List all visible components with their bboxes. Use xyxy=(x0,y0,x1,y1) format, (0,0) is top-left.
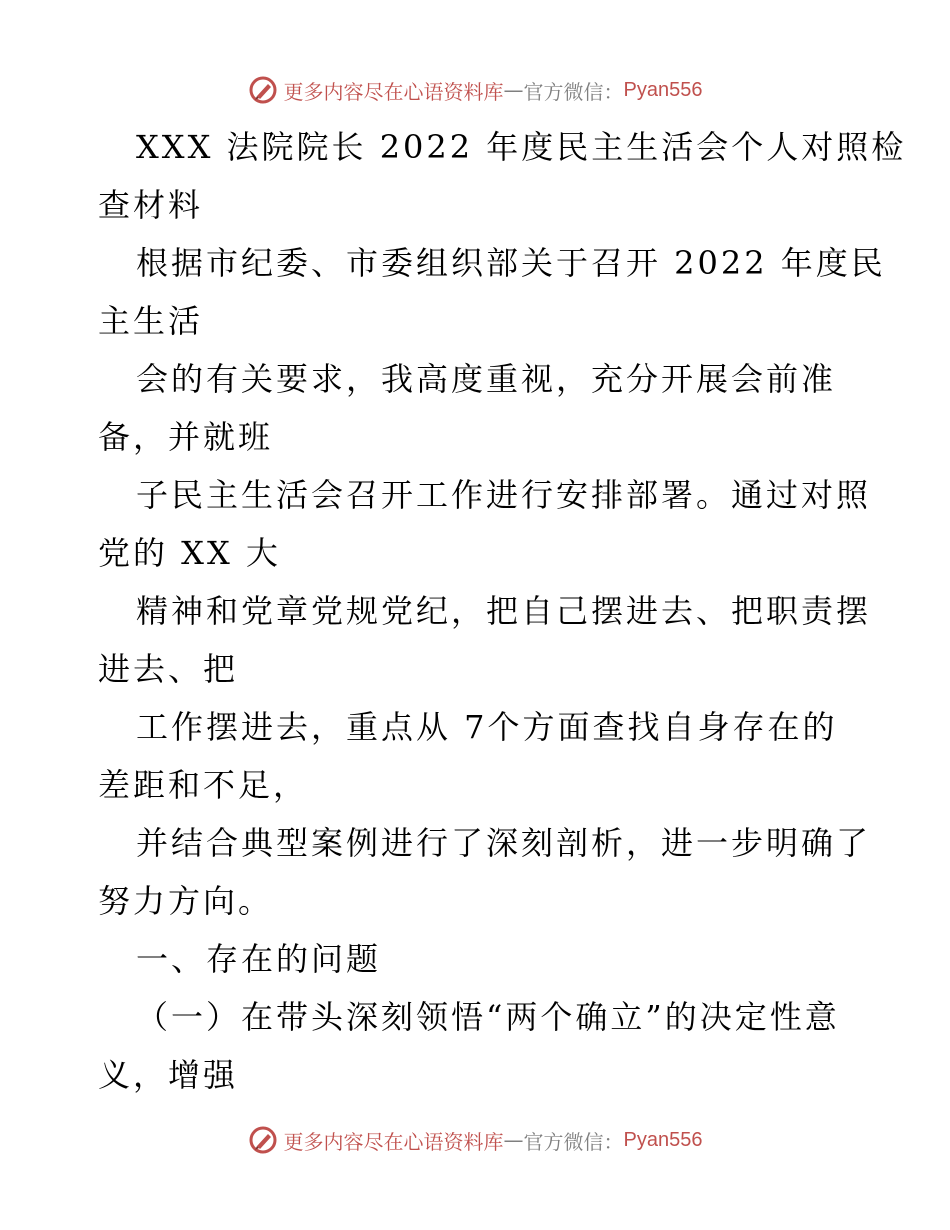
document-line: 会的有关要求，我高度重视，充分开展会前准 xyxy=(136,360,837,398)
document-line: 并结合典型案例进行了深刻剖析，进一步明确了 xyxy=(136,824,872,862)
watermark-dash: — xyxy=(503,1128,524,1152)
document-line: 义，增强 xyxy=(98,1056,239,1094)
footer-watermark xyxy=(0,1120,950,1160)
document-line: 备，并就班 xyxy=(98,418,274,456)
watermark-wechat-label: 官方微信： xyxy=(523,1129,624,1154)
document-line: 主生活 xyxy=(98,302,204,340)
document-line: 查材料 xyxy=(98,186,204,224)
watermark-wechat-label: 官方微信： xyxy=(523,79,624,104)
document-line: 一、存在的问题 xyxy=(136,940,382,978)
watermark-brand: 更多内容尽在心语资料库 xyxy=(283,79,504,104)
document-body xyxy=(98,118,907,1104)
document-line: 差距和不足， xyxy=(98,766,309,804)
watermark-brand: 更多内容尽在心语资料库 xyxy=(283,1129,504,1154)
header-watermark xyxy=(0,70,950,110)
document-line: 工作摆进去，重点从 7个方面查找自身存在的 xyxy=(136,708,838,746)
watermark-wechat-id: Pyan556 xyxy=(623,78,703,101)
watermark-wechat-id: Pyan556 xyxy=(623,1128,703,1151)
document-line: XXX 法院院长 2022 年度民主生活会个人对照检 xyxy=(136,128,907,166)
document-line: 根据市纪委、市委组织部关于召开 2022 年度民 xyxy=(136,244,886,282)
watermark-dash: — xyxy=(503,78,524,102)
document-line: 努力方向。 xyxy=(98,882,274,920)
document-line: 进去、把 xyxy=(98,650,239,688)
document-line: 子民主生活会召开工作进行安排部署。通过对照 xyxy=(136,476,872,514)
document-line: 党的 XX 大 xyxy=(98,534,281,572)
pen-logo-icon xyxy=(248,75,278,105)
pen-logo-icon xyxy=(248,1125,278,1155)
document-line: 精神和党章党规党纪，把自己摆进去、把职责摆 xyxy=(136,592,872,630)
document-line: （一）在带头深刻领悟“两个确立”的决定性意 xyxy=(136,998,840,1036)
